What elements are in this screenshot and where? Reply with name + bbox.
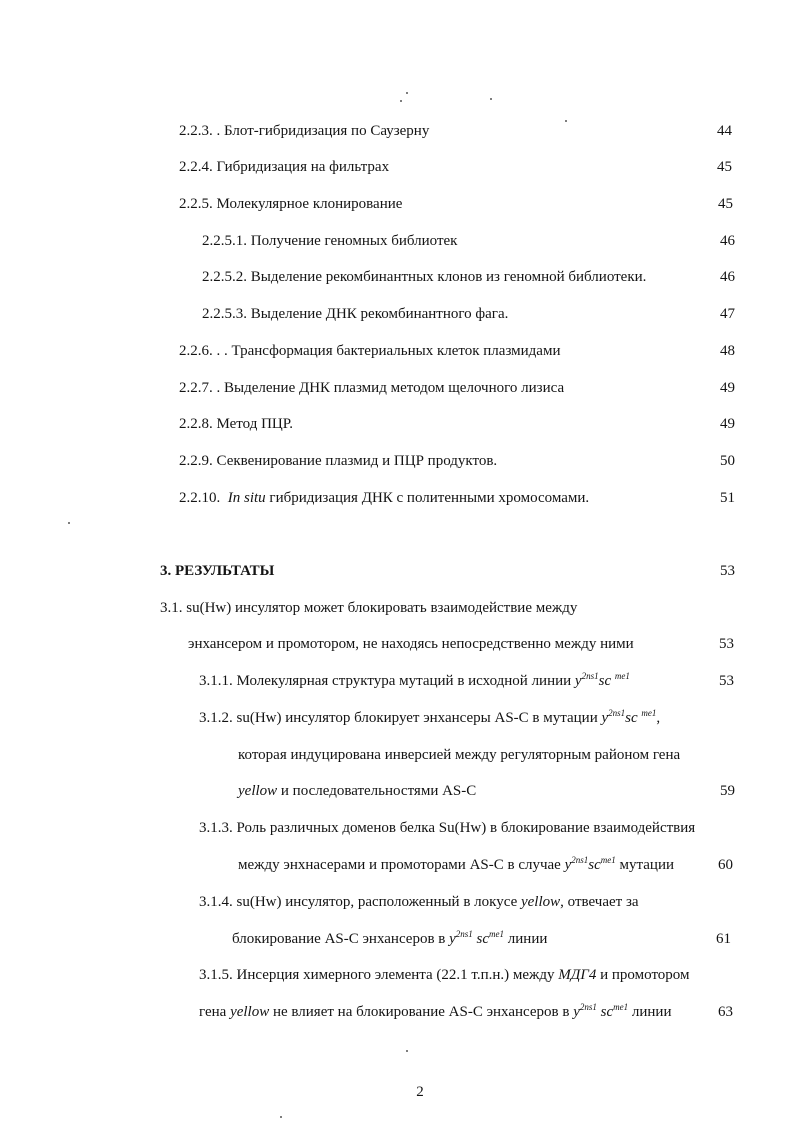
- entry-text: мутации: [619, 857, 675, 873]
- genotype-sc: sc: [600, 1004, 614, 1020]
- genotype-y: y: [564, 857, 572, 873]
- toc-page-number: 45: [717, 159, 732, 175]
- toc-entry: 2.2.9. Секвенирование плазмид и ПЦР продуктов.: [179, 453, 498, 469]
- toc-page-number: 53: [719, 673, 734, 689]
- entry-italic: In situ: [227, 490, 266, 506]
- toc-page-number: 50: [720, 453, 735, 469]
- genotype-sup: 2ns1: [571, 855, 589, 865]
- toc-entry: 2.2.5.2. Выделение рекомбинантных клонов из геномной библиотеки.: [202, 269, 647, 285]
- toc-page-number: 60: [718, 857, 733, 873]
- entry-italic: yellow: [230, 1004, 270, 1020]
- section-heading: 3. РЕЗУЛЬТАТЫ: [160, 563, 275, 579]
- genotype-y: y: [601, 710, 609, 726]
- genotype-sc: sc: [588, 857, 601, 873]
- scan-speck: [406, 1050, 408, 1052]
- entry-italic: yellow: [238, 783, 278, 799]
- toc-page-number: 59: [720, 783, 735, 799]
- entry-text: линии: [507, 931, 548, 947]
- toc-entry: 2.2.7. . Выделение ДНК плазмид методом щелочного лизиса: [179, 380, 565, 396]
- genotype-sup: me1: [614, 671, 630, 681]
- scan-speck: [280, 1116, 282, 1118]
- toc-page-number: 46: [720, 269, 735, 285]
- toc-page-number: 53: [720, 563, 735, 579]
- genotype-sc: sc: [625, 710, 638, 726]
- entry-text: 3.1.1. Молекулярная структура мутаций в исходной линии: [199, 673, 572, 689]
- toc-entry: 2.2.4. Гибридизация на фильтрах: [179, 159, 390, 175]
- toc-page-number: 51: [720, 490, 735, 506]
- toc-entry: 3.1.3. Роль различных доменов белка Su(Hw) в блокирование взаимодействия: [199, 820, 696, 836]
- toc-entry-continuation: [232, 929, 547, 949]
- toc-entry: 2.2.5.1. Получение геномных библиотек: [202, 233, 458, 249]
- toc-page-number: 61: [716, 931, 731, 947]
- scan-speck: [400, 100, 402, 102]
- scan-speck: [490, 98, 492, 100]
- entry-italic: МДГ4: [558, 967, 597, 983]
- toc-entry: [199, 708, 660, 728]
- genotype-sup: me1: [613, 1002, 629, 1012]
- toc-entry: 3.1. su(Hw) инсулятор может блокировать взаимодействие между: [160, 600, 578, 616]
- scan-speck: [68, 522, 70, 524]
- toc-entry: [199, 671, 630, 691]
- toc-entry-continuation: которая индуцирована инверсией между регуляторным районом гена: [238, 747, 681, 763]
- genotype-sup: me1: [641, 708, 657, 718]
- toc-page-number: 49: [720, 380, 735, 396]
- toc-entry-continuation: энхансером и промотором, не находясь непосредственно между ними: [188, 636, 634, 652]
- toc-entry-continuation: [199, 1002, 672, 1022]
- entry-italic: yellow: [520, 894, 561, 910]
- toc-entry: [199, 892, 639, 912]
- toc-page-number: 46: [720, 233, 735, 249]
- entry-comma: ,: [656, 710, 661, 726]
- genotype-y: y: [573, 1004, 580, 1020]
- entry-number: 2.2.10.: [179, 490, 221, 506]
- entry-text: и промотором: [600, 967, 690, 983]
- entry-text: между энхнасерами и промоторами AS-C в случае: [238, 857, 561, 873]
- genotype-y: y: [449, 931, 456, 947]
- entry-text: гибридизация ДНК с политенными хромосомами.: [269, 490, 590, 506]
- genotype-sup: me1: [600, 855, 616, 865]
- toc-entry-continuation: [238, 781, 476, 801]
- toc-page-number: 53: [719, 636, 734, 652]
- entry-text: не влияет на блокирование AS-C энхансеров в: [272, 1004, 570, 1020]
- entry-text: и последовательностями AS-C: [280, 783, 477, 799]
- entry-text: 3.1.2. su(Hw) инсулятор блокирует энхансеры AS-C в мутации: [199, 710, 598, 726]
- toc-entry: 2.2.6. . . Трансформация бактериальных клеток плазмидами: [179, 343, 561, 359]
- entry-text: гена: [199, 1004, 227, 1020]
- toc-entry: [179, 488, 589, 508]
- entry-text: 3.1.4. su(Hw) инсулятор, расположенный в локусе: [199, 894, 518, 910]
- toc-page-number: 63: [718, 1004, 733, 1020]
- toc-page-number: 44: [717, 123, 732, 139]
- scan-speck: [406, 92, 408, 94]
- genotype-sc: sc: [476, 931, 490, 947]
- genotype-sc: sc: [598, 673, 612, 689]
- toc-entry-continuation: [238, 855, 674, 875]
- toc-entry: [199, 965, 690, 985]
- toc-page-number: 49: [720, 416, 735, 432]
- scan-speck: [565, 120, 567, 122]
- entry-text: блокирование AS-C энхансеров в: [232, 931, 446, 947]
- entry-text: 3.1.5. Инсерция химерного элемента (22.1 т.п.н.) между: [199, 967, 555, 983]
- genotype-sup: me1: [489, 929, 505, 939]
- entry-text: , отвечает за: [560, 894, 639, 910]
- page-number: 2: [416, 1084, 424, 1100]
- genotype-sup: 2ns1: [455, 929, 473, 939]
- toc-entry: 2.2.3. . Блот-гибридизация по Саузерну: [179, 123, 430, 139]
- toc-page-number: 48: [720, 343, 735, 359]
- toc-page-number: 45: [718, 196, 733, 212]
- genotype-y: y: [574, 673, 582, 689]
- genotype-sup: 2ns1: [579, 1002, 597, 1012]
- genotype-sup: 2ns1: [581, 671, 599, 681]
- toc-page-number: 47: [720, 306, 735, 322]
- genotype-sup: 2ns1: [608, 708, 626, 718]
- toc-entry: 2.2.5. Молекулярное клонирование: [179, 196, 403, 212]
- toc-entry: 2.2.8. Метод ПЦР.: [179, 416, 293, 432]
- toc-entry: 2.2.5.3. Выделение ДНК рекомбинантного фага.: [202, 306, 509, 322]
- entry-text: линии: [631, 1004, 672, 1020]
